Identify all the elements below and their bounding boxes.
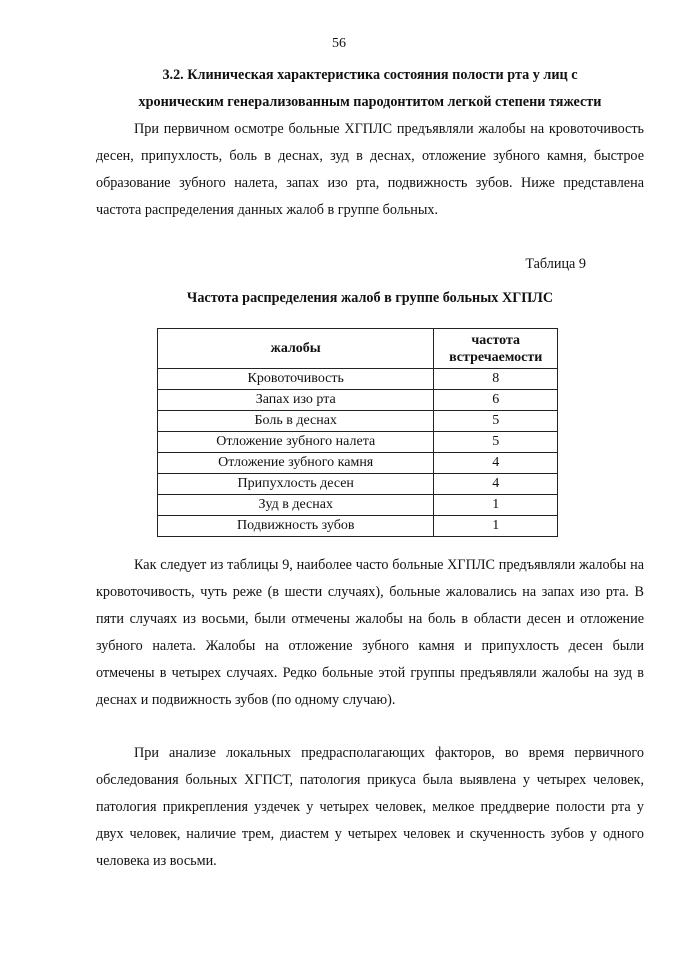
- analysis-paragraph: Как следует из таблицы 9, наиболее часто больные ХГПЛС предъявляли жалобы на кровоточивость, чуть реже (в шести случаях), больные жаловались на запах изо рта. В пяти случаях из восьми, были отмечены жалобы на боль в области десен и отложение зубного налета. Жалобы на отложение зубного камня и припухлость десен были отмечены в четырех случаях. Редко больные этой группы предъявляли жалобы на зуд в деснах и подвижность зубов (по одному случаю).: [96, 557, 644, 708]
- complaint-cell: Отложение зубного камня: [158, 453, 434, 474]
- frequency-cell: 6: [434, 390, 558, 411]
- table-row: [158, 474, 558, 495]
- frequency-cell: 5: [434, 411, 558, 432]
- table-header-row: [158, 329, 558, 369]
- section-heading-line-1: 3.2. Клиническая характеристика состояния полости рта у лиц с: [162, 67, 578, 83]
- complaint-cell: Отложение зубного налета: [158, 432, 434, 453]
- table-number-label: Таблица 9: [525, 256, 586, 272]
- complaint-cell: Зуд в деснах: [158, 495, 434, 516]
- table-row: [158, 390, 558, 411]
- frequency-cell: 4: [434, 453, 558, 474]
- intro-paragraph: При первичном осмотре больные ХГПЛС предъявляли жалобы на кровоточивость десен, припухлость, боль в деснах, зуд в деснах, отложение зубного камня, быстрое образование зубного налета, запах изо рта, подвижность зубов. Ниже представлена частота распределения данных жалоб в группе больных.: [96, 121, 644, 218]
- local-factors-paragraph: При анализе локальных предрасполагающих факторов, во время первичного обследования больных ХГПСТ, патология прикуса была выявлена у четырех человек, патология прикрепления уздечек у четырех человек, мелкое преддверие полости рта у двух человек, наличие трем, диастем у четырех человек и скученность зубов у одного человека из восьми.: [96, 745, 644, 869]
- header-frequency-line-1: частота: [471, 332, 521, 348]
- table-row: [158, 432, 558, 453]
- header-frequency: [434, 329, 558, 369]
- frequency-cell: 5: [434, 432, 558, 453]
- table-row: [158, 411, 558, 432]
- complaints-frequency-table: [157, 328, 558, 537]
- complaint-cell: Припухлость десен: [158, 474, 434, 495]
- table-row: [158, 516, 558, 537]
- complaint-cell: Боль в деснах: [158, 411, 434, 432]
- frequency-cell: 8: [434, 369, 558, 390]
- table-title: Частота распределения жалоб в группе больных ХГПЛС: [186, 290, 554, 306]
- table-row: [158, 453, 558, 474]
- complaint-cell: Запах изо рта: [158, 390, 434, 411]
- frequency-cell: 1: [434, 516, 558, 537]
- frequency-cell: 4: [434, 474, 558, 495]
- table-row: [158, 495, 558, 516]
- header-frequency-line-2: встречаемости: [449, 349, 543, 365]
- header-complaint: жалобы: [158, 329, 434, 369]
- section-heading: [96, 62, 644, 116]
- frequency-cell: 1: [434, 495, 558, 516]
- complaint-cell: Подвижность зубов: [158, 516, 434, 537]
- complaint-cell: Кровоточивость: [158, 369, 434, 390]
- table-row: [158, 369, 558, 390]
- page-number: 56: [332, 36, 346, 51]
- section-heading-line-2: хроническим генерализованным пародонтитом легкой степени тяжести: [138, 94, 602, 110]
